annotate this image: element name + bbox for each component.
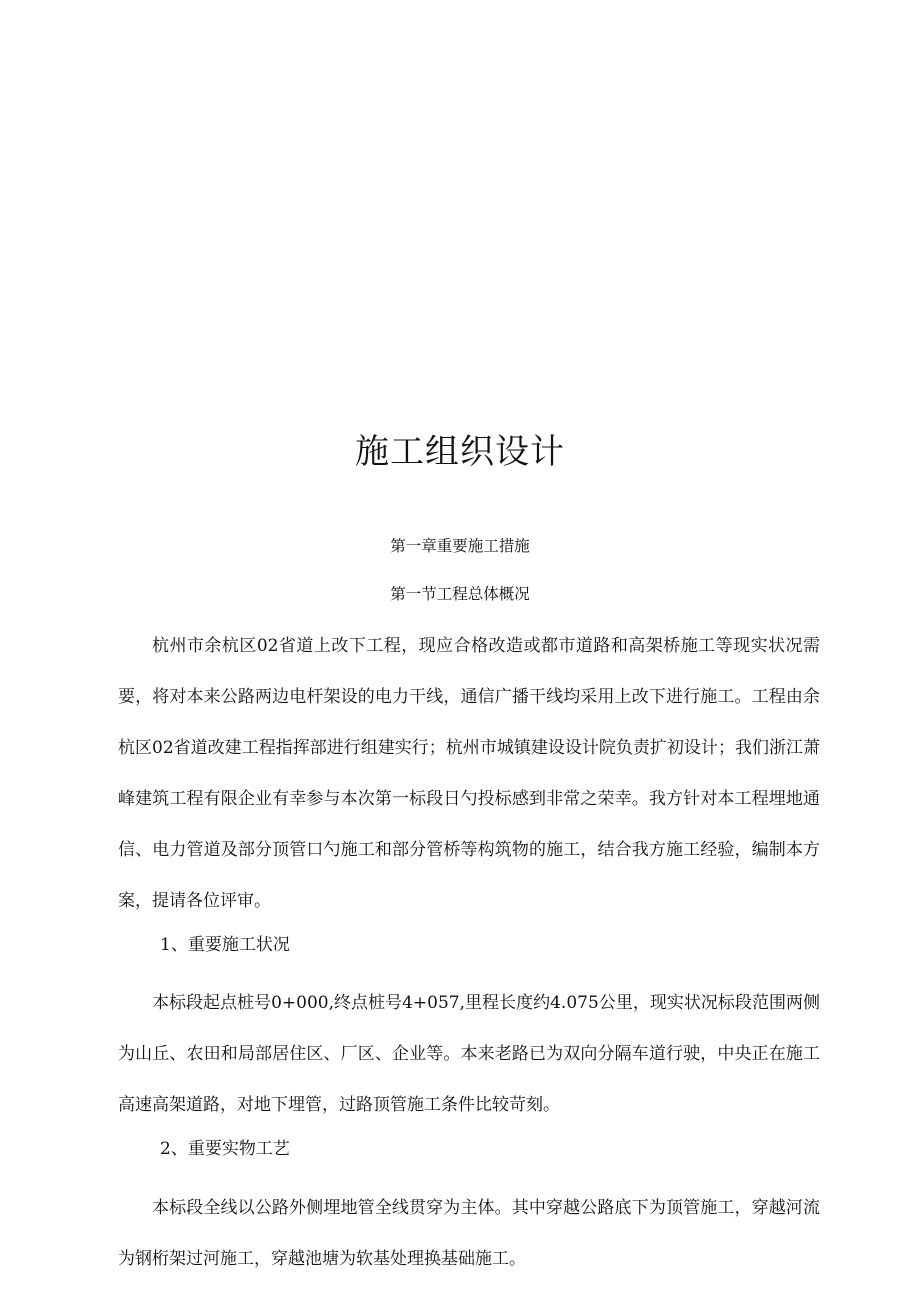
- document-title: 施工组织设计: [355, 432, 565, 472]
- section-heading: 第一节工程总体概况: [390, 585, 530, 603]
- construction-status-paragraph: 本标段起点桩号0+000,终点桩号4+057,里程长度约4.075公里，现实状况标段范围两侧为山丘、农田和局部居住区、厂区、企业等。本来老路已为双向分隔车道行驶，中央正在施工高速高架道路，对地下埋管，过路顶管施工条件比较苛刻。: [118, 993, 820, 1115]
- physical-process-paragraph: 本标段全线以公路外侧埋地管全线贯穿为主体。其中穿越公路底下为顶管施工，穿越河流为钢桁架过河施工，穿越池塘为软基处理换基础施工。: [118, 1198, 820, 1269]
- chapter-heading: 第一章重要施工措施: [390, 537, 530, 555]
- overview-paragraph: 杭州市余杭区02省道上改下工程，现应合格改造或都市道路和高架桥施工等现实状况需要，将对本来公路两边电杆架设的电力干线，通信广播干线均采用上改下进行施工。工程由余杭区02省道改建工程指挥部进行组建实行；杭州市城镇建设设计院负责扩初设计；我们浙江萧峰建筑工程有限企业有幸参与本次第一标段日勺投标感到非常之荣幸。我方针对本工程埋地通信、电力管道及部分顶管口勺施工和部分管桥等构筑物的施工，结合我方施工经验，编制本方案，提请各位评审。: [118, 636, 820, 911]
- subheading-construction-status: 1、重要施工状况: [160, 935, 290, 955]
- subheading-physical-process: 2、重要实物工艺: [160, 1139, 290, 1159]
